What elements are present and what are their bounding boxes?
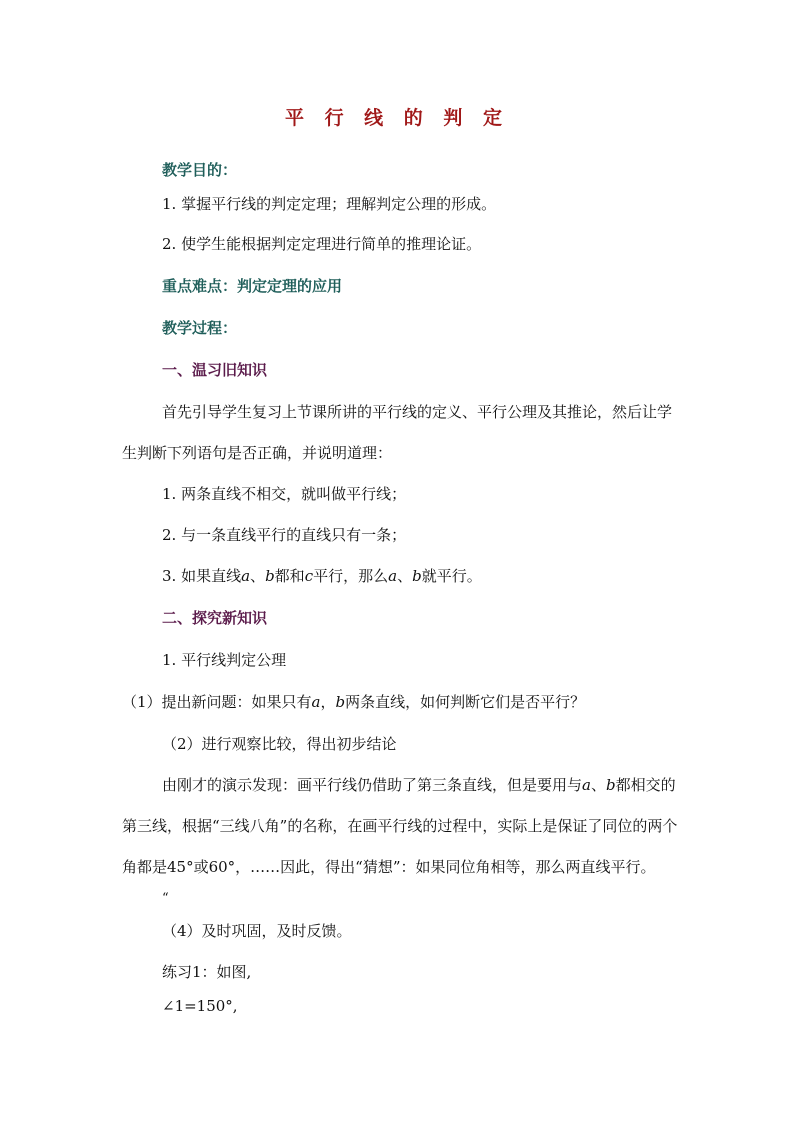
q3-mid: 都和 — [274, 567, 305, 585]
var-b: b — [335, 693, 346, 711]
part2-heading: 二、探究新知识 — [162, 609, 268, 627]
var-c: c — [304, 567, 314, 585]
step1-sep: ， — [320, 693, 336, 711]
step-4: （4）及时巩固，及时反馈。 — [162, 922, 352, 940]
process-heading: 教学过程： — [162, 319, 238, 337]
var-a: a — [311, 693, 321, 711]
var-b: b — [412, 567, 422, 585]
page-title: 平 行 线 的 判 定 — [284, 107, 510, 129]
question-item-1: 1. 两条直线不相交，就叫做平行线； — [162, 485, 407, 503]
q3-sep1: 、 — [250, 567, 266, 585]
demo-l1-suffix: 都相交的 — [615, 776, 676, 794]
q3-suffix: 就平行。 — [421, 567, 482, 585]
part1-paragraph-line1: 首先引导学生复习上节课所讲的平行线的定义、平行公理及其推论，然后让学 — [162, 403, 673, 421]
var-a: a — [388, 567, 398, 585]
step-2: （2）进行观察比较，得出初步结论 — [162, 735, 397, 753]
exercise-1: 练习1：如图, — [162, 963, 252, 981]
demo-line-3: 角都是45°或60°，……因此，得出“猜想”：如果同位角相等，那么两直线平行。 — [122, 858, 656, 876]
demo-l1-prefix: 由刚才的演示发现：画平行线仍借助了第三条直线，但是要用与 — [162, 776, 583, 794]
key-points: 重点难点：判定定理的应用 — [162, 277, 343, 295]
var-a: a — [241, 567, 251, 585]
step1-prefix: （1）提出新问题：如果只有 — [122, 693, 312, 711]
demo-line-2: 第三线，根据“三线八角”的名称，在画平行线的过程中，实际上是保证了同位的两个 — [122, 817, 678, 835]
var-b: b — [605, 776, 616, 794]
objective-item-1: 1. 掌握平行线的判定定理；理解判定公理的形成。 — [162, 195, 497, 213]
objectives-heading: 教学目的： — [162, 161, 238, 179]
part1-heading: 一、温习旧知识 — [162, 361, 268, 379]
angle-value: ∠1=150°, — [162, 997, 238, 1015]
part1-paragraph-line2: 生判断下列语句是否正确，并说明道理： — [122, 444, 393, 462]
question-item-3 — [162, 566, 482, 586]
q3-prefix: 3. 如果直线 — [162, 567, 242, 585]
q3-sep2: 、 — [397, 567, 413, 585]
var-b: b — [265, 567, 275, 585]
q3-mid2: 平行，那么 — [313, 567, 389, 585]
stray-quote-mark: “ — [162, 891, 169, 906]
var-a: a — [582, 776, 591, 794]
demo-line-1 — [162, 775, 676, 795]
step1-suffix: 两条直线，如何判断它们是否平行？ — [345, 693, 586, 711]
sub-heading-1: 1. 平行线判定公理 — [162, 651, 287, 669]
demo-l1-sep: 、 — [590, 776, 606, 794]
step-1 — [122, 692, 585, 712]
question-item-2: 2. 与一条直线平行的直线只有一条； — [162, 526, 407, 544]
objective-item-2: 2. 使学生能根据判定定理进行简单的推理论证。 — [162, 235, 482, 253]
